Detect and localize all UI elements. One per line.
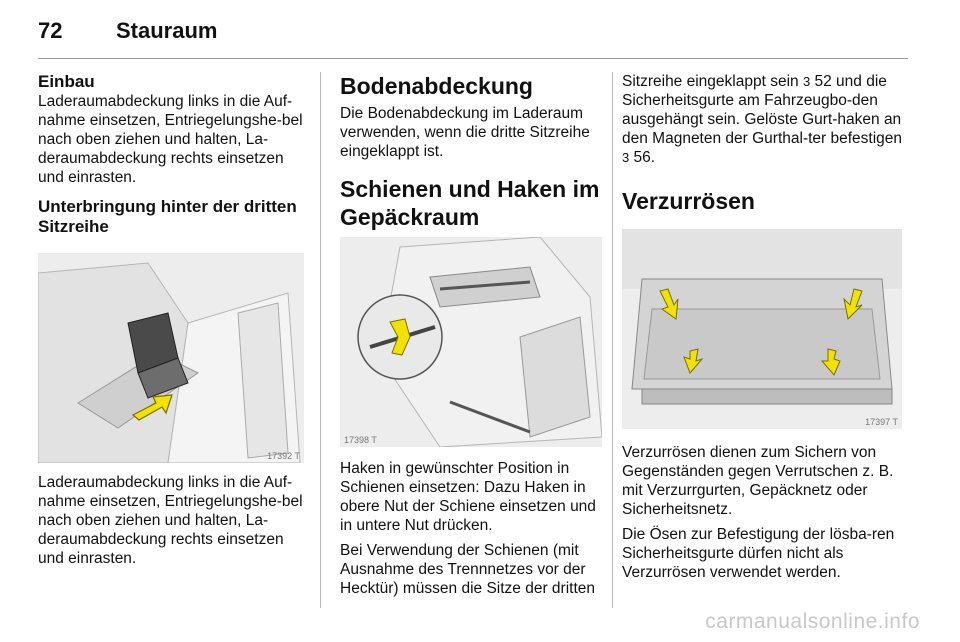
header-divider (38, 58, 908, 59)
figure-code: 17397 T (865, 417, 898, 427)
paragraph-bodenabdeckung: Die Bodenabdeckung im Laderaum verwenden, wenn die dritte Sitzreihe eingeklappt ist. (340, 105, 590, 160)
page-title: Stauraum (116, 18, 218, 43)
paragraph-verwendung: Bei Verwendung der Schienen (mit Ausnahme des Trennnetzes vor der Hecktür) müssen die Sitze der dritten (340, 542, 595, 597)
page-ref-arrow-icon: 3 (622, 150, 630, 165)
paragraph-verzurroesen-2: Die Ösen zur Befestigung der lösba-ren Sicherheitsgurte dürfen nicht als Verzurrösen verwendet werden. (622, 526, 895, 581)
paragraph-verzurroesen-1: Verzurrösen dienen zum Sichern von Gegenständen gegen Verrutschen z. B. mit Verzurrgurten, Gepäcknetz oder Sicherheitsnetz. (622, 444, 894, 518)
column-3 (622, 72, 908, 582)
paragraph-haken: Haken in gewünschter Position in Schienen einsetzen: Dazu Haken in obere Nut der Schiene einsetzen und in untere Nut drücken. (340, 460, 596, 534)
heading-verzurroesen: Verzurrösen (622, 188, 755, 214)
heading-unterbringung: Unterbringung hinter der dritten Sitzreihe (38, 197, 297, 236)
figure-cover-storage (38, 253, 304, 463)
paragraph-einbau: Laderaumabdeckung links in die Auf-nahme einsetzen, Entriegelungshe-bel nach oben ziehen und halten, La-deraumabdeckung rechts einsetzen und einrasten. (38, 93, 303, 186)
heading-schienen: Schienen und Haken im Gepäckraum (340, 176, 600, 230)
column-divider (320, 72, 321, 608)
figure-rails-hooks (340, 237, 602, 447)
page-header (38, 14, 908, 54)
heading-bodenabdeckung: Bodenabdeckung (340, 73, 533, 99)
figure-code: 17398 T (344, 435, 377, 445)
figure-tie-down-eyes (622, 229, 902, 429)
tie-down-illustration (622, 229, 902, 429)
watermark: carmanualsonline.info (705, 610, 920, 633)
column-1 (38, 72, 304, 568)
paragraph-laderaum: Laderaumabdeckung links in die Auf-nahme einsetzen, Entriegelungshe-bel nach oben ziehen und halten, La-deraumabdeckung rechts einsetzen und einrasten. (38, 474, 303, 567)
text-part: Sitzreihe eingeklappt sein (622, 73, 799, 90)
paragraph-continued (622, 72, 908, 167)
page-number: 72 (38, 18, 63, 43)
rails-illustration (340, 237, 602, 447)
page-ref-arrow-icon: 3 (802, 74, 811, 89)
heading-einbau: Einbau (38, 72, 95, 91)
figure-code: 17392 T (267, 451, 300, 461)
column-2 (340, 72, 602, 598)
cover-storage-illustration (38, 253, 304, 463)
text-part: 56. (633, 149, 656, 166)
text-part: 52 und die Sicherheitsgurte am Fahrzeugbo-den ausgehängt sein. Gelöste Gurt-haken an den Magneten der Gurthal-ter befestigen (622, 73, 903, 147)
column-divider (612, 72, 613, 608)
